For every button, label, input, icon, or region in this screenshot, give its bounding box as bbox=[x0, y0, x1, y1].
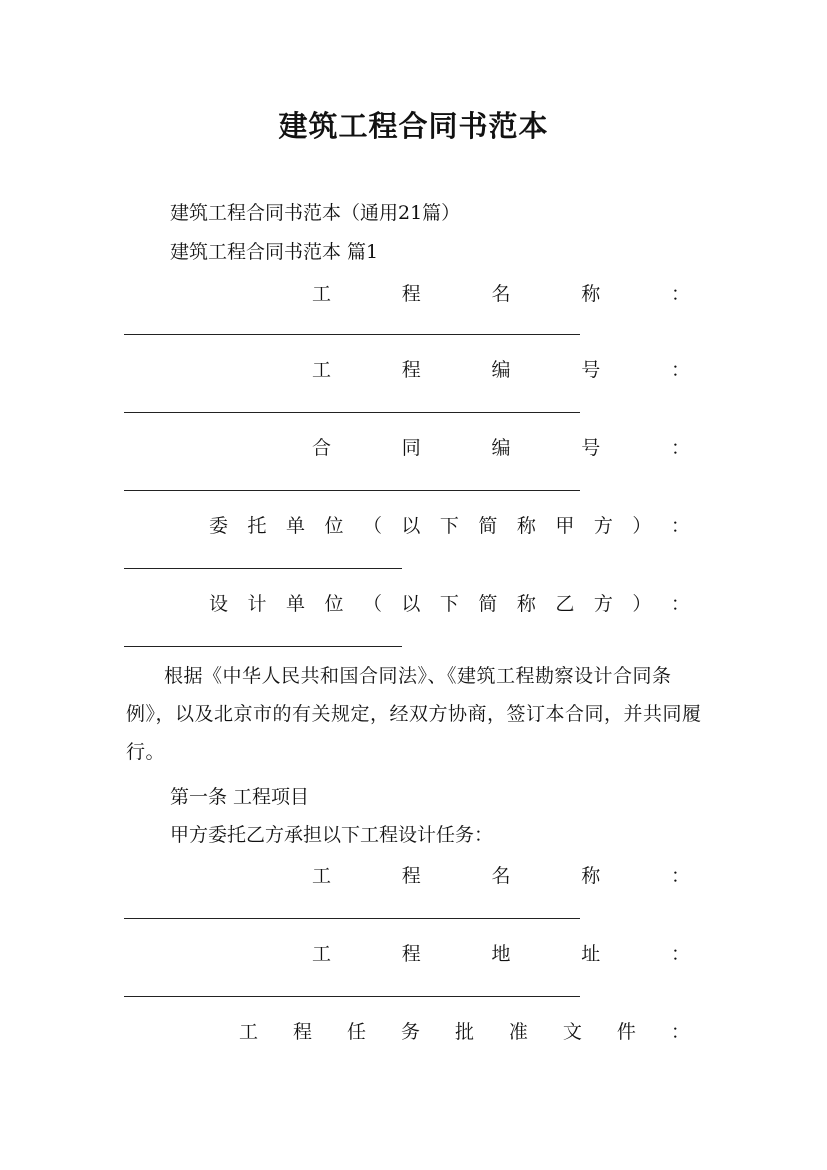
blank-line-project-field-name bbox=[124, 918, 580, 919]
field-label-project-name: 工 程 名 称 ： bbox=[312, 283, 690, 305]
project-field-label-name: 工 程 名 称 ： bbox=[312, 865, 690, 887]
document-subtitle: 建筑工程合同书范本（通用21篇） bbox=[170, 202, 461, 224]
document-title: 建筑工程合同书范本 bbox=[278, 109, 549, 143]
article-1-text: 甲方委托乙方承担以下工程设计任务： bbox=[170, 824, 494, 846]
blank-line-project-number bbox=[124, 412, 580, 413]
project-field-label-address: 工 程 地 址 ： bbox=[312, 943, 690, 965]
blank-line-client bbox=[124, 568, 402, 569]
project-field-label-approval-document: 工 程 任 务 批 准 文 件 ： bbox=[239, 1021, 690, 1043]
article-1-title: 第一条 工程项目 bbox=[170, 786, 310, 808]
field-label-client: 委 托 单 位 （ 以 下 简 称 甲 方 ） ： bbox=[209, 515, 690, 537]
field-label-project-number: 工 程 编 号 ： bbox=[312, 359, 690, 381]
field-label-designer: 设 计 单 位 （ 以 下 简 称 乙 方 ） ： bbox=[209, 593, 690, 615]
blank-line-designer bbox=[124, 646, 402, 647]
section-title: 建筑工程合同书范本 篇1 bbox=[170, 241, 379, 263]
field-label-contract-number: 合 同 编 号 ： bbox=[312, 437, 690, 459]
blank-line-project-name bbox=[124, 334, 580, 335]
intro-paragraph: 根据《中华人民共和国合同法》、《建筑工程勘察设计合同条例》，以及北京市的有关规定，经双方协商，签订本合同，并共同履行。 bbox=[126, 665, 702, 763]
blank-line-project-field-address bbox=[124, 996, 580, 997]
blank-line-contract-number bbox=[124, 490, 580, 491]
